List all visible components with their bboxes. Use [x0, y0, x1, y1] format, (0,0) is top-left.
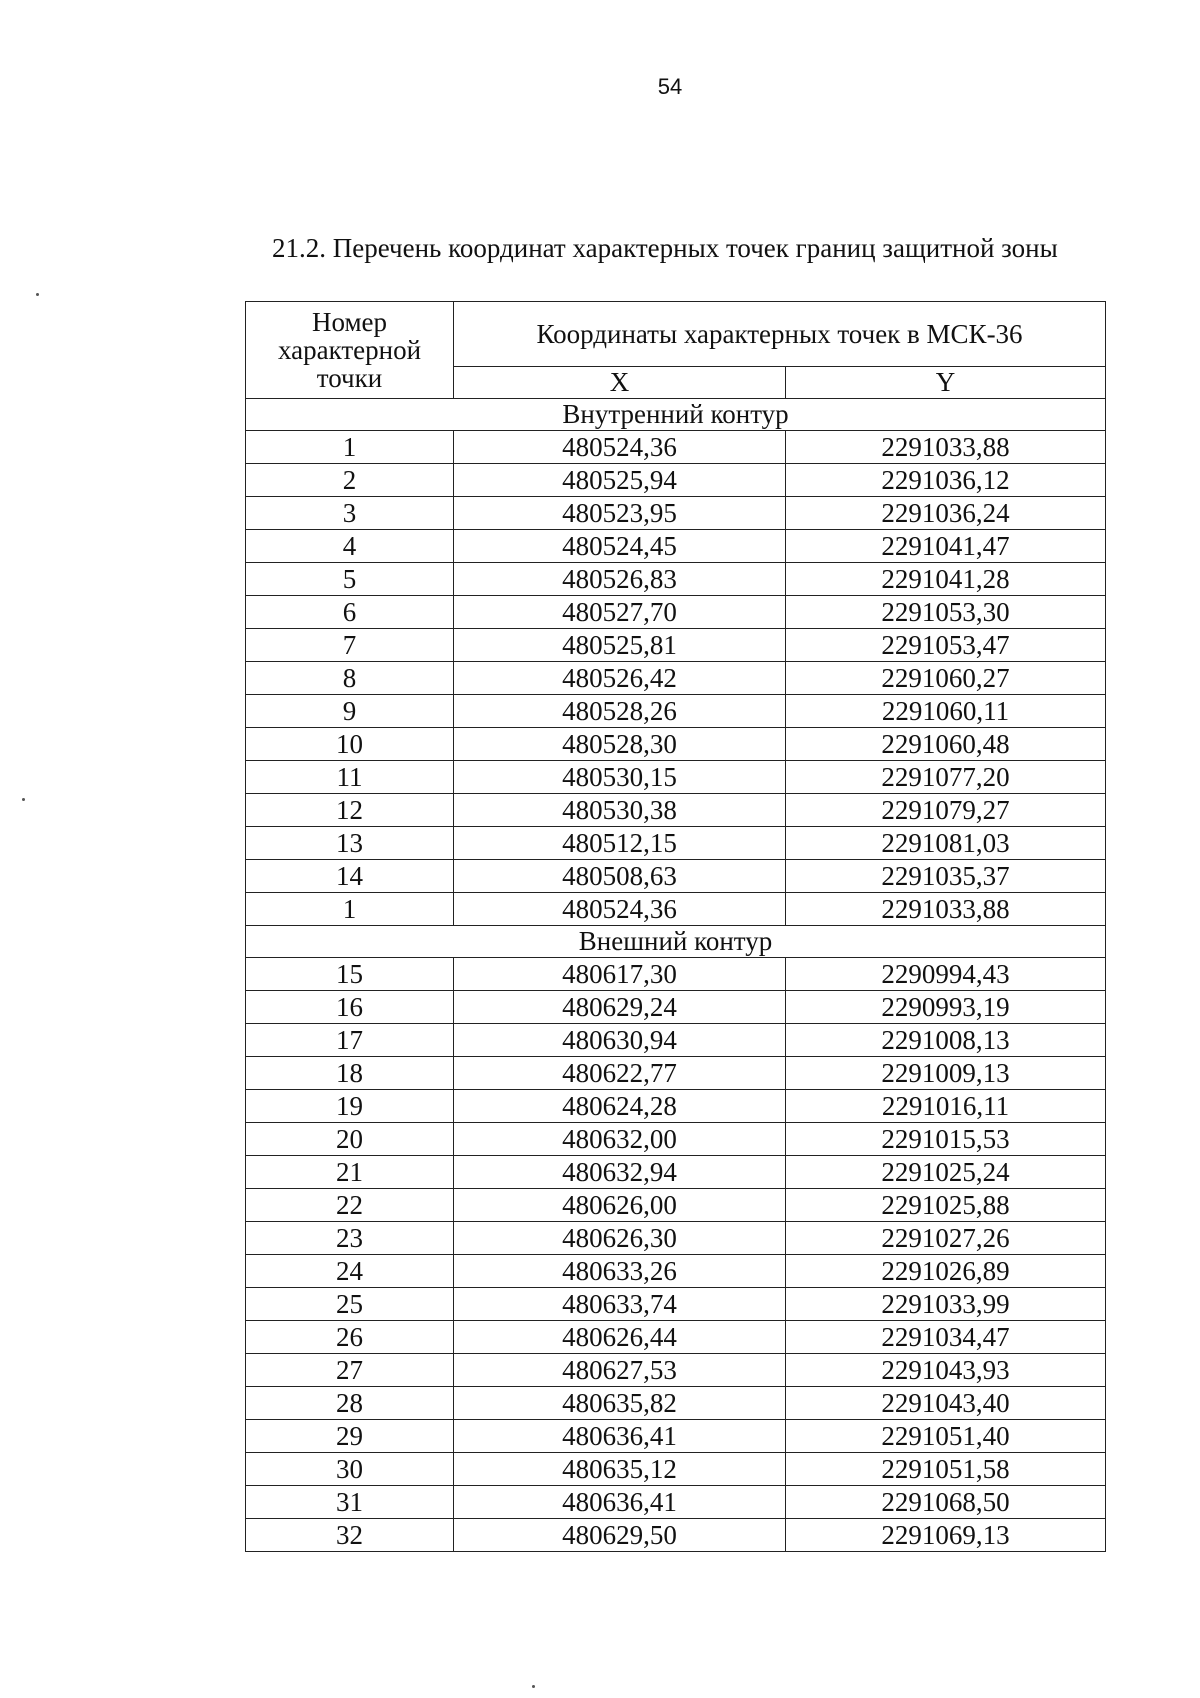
cell-point-number: 32 — [246, 1519, 454, 1552]
cell-x: 480629,50 — [454, 1519, 786, 1552]
page-number: 54 — [657, 74, 683, 99]
cell-y: 2291027,26 — [786, 1222, 1106, 1255]
cell-x: 480624,28 — [454, 1090, 786, 1123]
table-row — [246, 464, 1106, 497]
table-row — [246, 1123, 1106, 1156]
cell-point-number: 10 — [246, 728, 454, 761]
cell-point-number: 8 — [246, 662, 454, 695]
cell-point-number: 4 — [246, 530, 454, 563]
cell-point-number: 14 — [246, 860, 454, 893]
cell-y: 2291033,88 — [786, 431, 1106, 464]
table-row — [246, 629, 1106, 662]
table-row — [246, 563, 1106, 596]
table-row — [246, 761, 1106, 794]
cell-y: 2290993,19 — [786, 991, 1106, 1024]
cell-point-number: 24 — [246, 1255, 454, 1288]
cell-y: 2291077,20 — [786, 761, 1106, 794]
table-body — [246, 399, 1106, 1552]
header-row — [246, 302, 1106, 367]
cell-y: 2291034,47 — [786, 1321, 1106, 1354]
cell-y: 2291043,40 — [786, 1387, 1106, 1420]
cell-y: 2291068,50 — [786, 1486, 1106, 1519]
cell-x: 480629,24 — [454, 991, 786, 1024]
cell-y: 2291051,40 — [786, 1420, 1106, 1453]
cell-point-number: 1 — [246, 893, 454, 926]
cell-y: 2291041,47 — [786, 530, 1106, 563]
cell-x: 480632,94 — [454, 1156, 786, 1189]
cell-point-number: 19 — [246, 1090, 454, 1123]
cell-x: 480635,12 — [454, 1453, 786, 1486]
cell-x: 480524,45 — [454, 530, 786, 563]
scan-speck — [22, 798, 25, 801]
cell-y: 2291069,13 — [786, 1519, 1106, 1552]
cell-point-number: 2 — [246, 464, 454, 497]
cell-point-number: 17 — [246, 1024, 454, 1057]
cell-y: 2291060,11 — [786, 695, 1106, 728]
cell-x: 480524,36 — [454, 431, 786, 464]
cell-x: 480512,15 — [454, 827, 786, 860]
cell-x: 480630,94 — [454, 1024, 786, 1057]
cell-y: 2291081,03 — [786, 827, 1106, 860]
table-row — [246, 1519, 1106, 1552]
table-row — [246, 530, 1106, 563]
section-row — [246, 926, 1106, 958]
table-row — [246, 794, 1106, 827]
cell-point-number: 18 — [246, 1057, 454, 1090]
table-row — [246, 695, 1106, 728]
table-row — [246, 1090, 1106, 1123]
table-row — [246, 1321, 1106, 1354]
table-row — [246, 1420, 1106, 1453]
cell-point-number: 23 — [246, 1222, 454, 1255]
cell-y: 2291041,28 — [786, 563, 1106, 596]
cell-point-number: 21 — [246, 1156, 454, 1189]
table-row — [246, 991, 1106, 1024]
cell-x: 480530,38 — [454, 794, 786, 827]
cell-point-number: 5 — [246, 563, 454, 596]
cell-x: 480523,95 — [454, 497, 786, 530]
section-title: Внешний контур — [246, 926, 1106, 958]
scan-speck — [532, 1685, 535, 1688]
cell-point-number: 27 — [246, 1354, 454, 1387]
cell-point-number: 29 — [246, 1420, 454, 1453]
cell-y: 2291036,24 — [786, 497, 1106, 530]
cell-x: 480527,70 — [454, 596, 786, 629]
header-coordinates: Координаты характерных точек в МСК-36 — [454, 302, 1106, 367]
cell-y: 2291025,24 — [786, 1156, 1106, 1189]
table-row — [246, 860, 1106, 893]
cell-x: 480633,26 — [454, 1255, 786, 1288]
cell-x: 480622,77 — [454, 1057, 786, 1090]
cell-x: 480508,63 — [454, 860, 786, 893]
cell-x: 480627,53 — [454, 1354, 786, 1387]
cell-x: 480632,00 — [454, 1123, 786, 1156]
table-header — [246, 302, 1106, 399]
cell-point-number: 9 — [246, 695, 454, 728]
table-row — [246, 1222, 1106, 1255]
header-x: X — [454, 367, 786, 399]
cell-y: 2291009,13 — [786, 1057, 1106, 1090]
cell-point-number: 30 — [246, 1453, 454, 1486]
cell-x: 480530,15 — [454, 761, 786, 794]
table-row — [246, 1354, 1106, 1387]
table-row — [246, 893, 1106, 926]
cell-point-number: 3 — [246, 497, 454, 530]
cell-x: 480636,41 — [454, 1486, 786, 1519]
coordinates-table — [245, 301, 1106, 1552]
cell-x: 480525,94 — [454, 464, 786, 497]
cell-x: 480617,30 — [454, 958, 786, 991]
table-row — [246, 1288, 1106, 1321]
cell-point-number: 7 — [246, 629, 454, 662]
cell-y: 2291053,47 — [786, 629, 1106, 662]
table-row — [246, 1453, 1106, 1486]
cell-point-number: 20 — [246, 1123, 454, 1156]
cell-y: 2291008,13 — [786, 1024, 1106, 1057]
cell-y: 2291053,30 — [786, 596, 1106, 629]
cell-y: 2291079,27 — [786, 794, 1106, 827]
section-title: Внутренний контур — [246, 399, 1106, 431]
cell-x: 480636,41 — [454, 1420, 786, 1453]
header-point-number: Номер характерной точки — [246, 302, 454, 399]
table-row — [246, 958, 1106, 991]
cell-y: 2291033,88 — [786, 893, 1106, 926]
cell-y: 2291025,88 — [786, 1189, 1106, 1222]
table-row — [246, 596, 1106, 629]
cell-y: 2291026,89 — [786, 1255, 1106, 1288]
table-row — [246, 728, 1106, 761]
table-row — [246, 662, 1106, 695]
table-row — [246, 1255, 1106, 1288]
section-row — [246, 399, 1106, 431]
cell-y: 2291051,58 — [786, 1453, 1106, 1486]
table-row — [246, 1024, 1106, 1057]
table-row — [246, 1156, 1106, 1189]
cell-point-number: 12 — [246, 794, 454, 827]
cell-x: 480633,74 — [454, 1288, 786, 1321]
cell-x: 480526,42 — [454, 662, 786, 695]
cell-point-number: 28 — [246, 1387, 454, 1420]
table-row — [246, 497, 1106, 530]
table-row — [246, 1387, 1106, 1420]
cell-x: 480626,00 — [454, 1189, 786, 1222]
cell-point-number: 25 — [246, 1288, 454, 1321]
cell-x: 480626,30 — [454, 1222, 786, 1255]
cell-y: 2291043,93 — [786, 1354, 1106, 1387]
cell-y: 2291035,37 — [786, 860, 1106, 893]
table-row — [246, 1189, 1106, 1222]
cell-point-number: 15 — [246, 958, 454, 991]
cell-x: 480626,44 — [454, 1321, 786, 1354]
cell-point-number: 13 — [246, 827, 454, 860]
cell-y: 2291033,99 — [786, 1288, 1106, 1321]
table-row — [246, 1486, 1106, 1519]
table-row — [246, 431, 1106, 464]
cell-point-number: 22 — [246, 1189, 454, 1222]
cell-x: 480525,81 — [454, 629, 786, 662]
document-title: 21.2. Перечень координат характерных точек границ защитной зоны — [272, 233, 1058, 263]
cell-point-number: 26 — [246, 1321, 454, 1354]
cell-x: 480526,83 — [454, 563, 786, 596]
cell-y: 2291036,12 — [786, 464, 1106, 497]
cell-y: 2291060,48 — [786, 728, 1106, 761]
cell-x: 480528,30 — [454, 728, 786, 761]
cell-point-number: 6 — [246, 596, 454, 629]
cell-y: 2291016,11 — [786, 1090, 1106, 1123]
cell-y: 2290994,43 — [786, 958, 1106, 991]
table-row — [246, 827, 1106, 860]
table-row — [246, 1057, 1106, 1090]
scan-speck — [36, 293, 39, 296]
header-y: Y — [786, 367, 1106, 399]
cell-point-number: 31 — [246, 1486, 454, 1519]
cell-point-number: 11 — [246, 761, 454, 794]
cell-x: 480524,36 — [454, 893, 786, 926]
cell-point-number: 1 — [246, 431, 454, 464]
cell-point-number: 16 — [246, 991, 454, 1024]
cell-y: 2291015,53 — [786, 1123, 1106, 1156]
cell-x: 480528,26 — [454, 695, 786, 728]
cell-x: 480635,82 — [454, 1387, 786, 1420]
cell-y: 2291060,27 — [786, 662, 1106, 695]
